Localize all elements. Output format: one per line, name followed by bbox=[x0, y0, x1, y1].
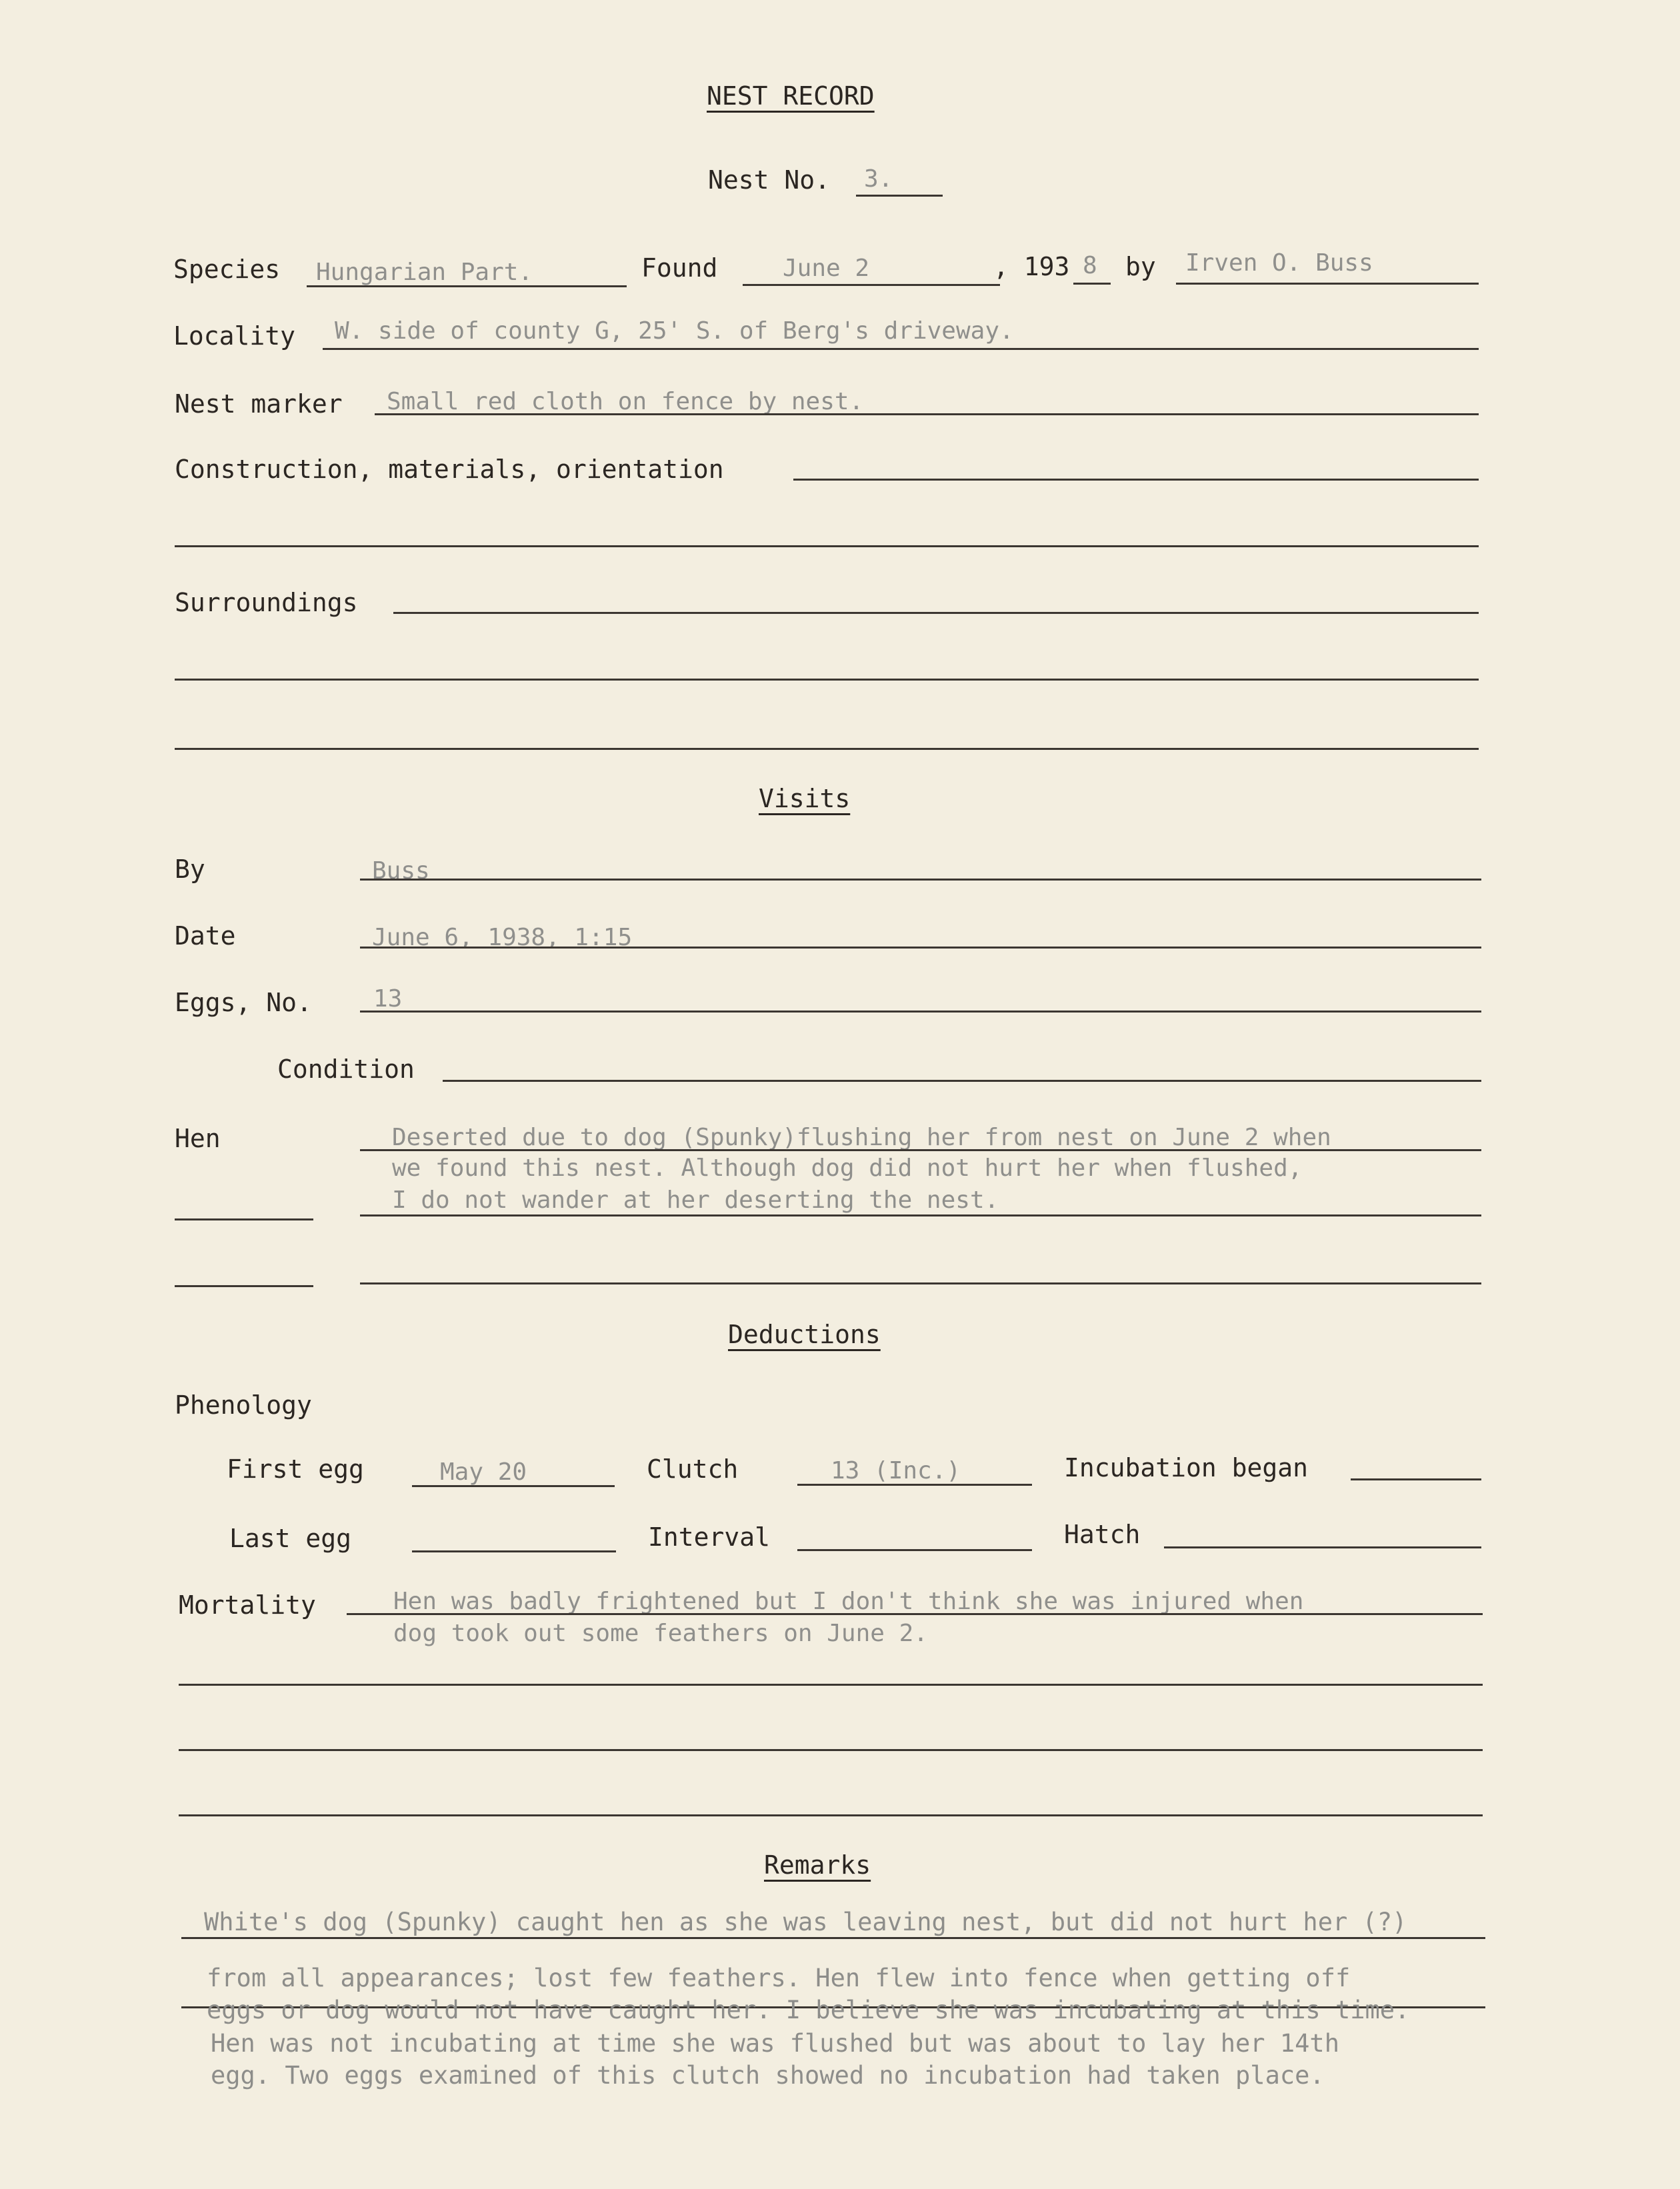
nest-no-line bbox=[856, 195, 943, 197]
first-egg-label: First egg bbox=[227, 1454, 364, 1484]
clutch-value: 13 (Inc.) bbox=[831, 1457, 961, 1484]
mortality-line-2: dog took out some feathers on June 2. bbox=[393, 1620, 928, 1647]
first-egg-value: May 20 bbox=[440, 1458, 527, 1486]
construction-line-1 bbox=[793, 479, 1479, 481]
remarks-rule-1 bbox=[181, 1937, 1485, 1939]
condition-label: Condition bbox=[277, 1055, 415, 1084]
hen-rule-3 bbox=[360, 1282, 1481, 1284]
remarks-line-2: from all appearances; lost few feathers. Hen flew into fence when getting off bbox=[207, 1964, 1351, 1992]
hen-line-3: I do not wander at her deserting the nest. bbox=[392, 1186, 999, 1214]
found-label: Found bbox=[641, 253, 718, 283]
visit-eggs-line bbox=[360, 1011, 1481, 1013]
phenology-label: Phenology bbox=[175, 1390, 312, 1420]
found-line bbox=[743, 284, 1000, 286]
visit-by-value: Buss bbox=[372, 857, 430, 885]
hen-short-rule-2 bbox=[175, 1285, 313, 1287]
visit-by-line bbox=[360, 879, 1481, 881]
species-line bbox=[307, 285, 627, 287]
found-value: June 2 bbox=[783, 255, 870, 282]
visit-eggs-value: 13 bbox=[373, 985, 403, 1013]
nest-marker-label: Nest marker bbox=[175, 389, 343, 419]
species-label: Species bbox=[173, 255, 281, 284]
mortality-rule-4 bbox=[179, 1814, 1483, 1816]
locality-value: W. side of county G, 25' S. of Berg's driveway. bbox=[335, 317, 1014, 345]
page-title: NEST RECORD bbox=[707, 81, 875, 111]
last-egg-line bbox=[412, 1550, 616, 1552]
found-year-line bbox=[1073, 283, 1111, 285]
mortality-rule-1 bbox=[347, 1613, 1483, 1615]
surroundings-line-2 bbox=[175, 679, 1479, 681]
hen-short-rule-1 bbox=[175, 1218, 313, 1220]
remarks-line-4: Hen was not incubating at time she was flushed but was about to lay her 14th bbox=[211, 2029, 1339, 2058]
deductions-heading: Deductions bbox=[728, 1320, 881, 1349]
surroundings-label: Surroundings bbox=[175, 588, 358, 617]
hatch-line bbox=[1164, 1546, 1481, 1548]
visits-heading: Visits bbox=[759, 784, 851, 813]
nest-marker-value: Small red cloth on fence by nest. bbox=[387, 388, 864, 415]
mortality-rule-2 bbox=[179, 1684, 1483, 1686]
remarks-heading: Remarks bbox=[764, 1850, 871, 1880]
mortality-label: Mortality bbox=[179, 1590, 316, 1620]
last-egg-label: Last egg bbox=[229, 1524, 352, 1553]
found-by-line bbox=[1176, 283, 1479, 285]
found-by-value: Irven O. Buss bbox=[1185, 249, 1373, 277]
hen-line-2: we found this nest. Although dog did not hurt her when flushed, bbox=[392, 1154, 1303, 1182]
hatch-label: Hatch bbox=[1064, 1520, 1141, 1549]
first-egg-line bbox=[412, 1485, 615, 1487]
locality-label: Locality bbox=[173, 321, 296, 351]
incubation-began-line bbox=[1351, 1478, 1481, 1480]
hen-label: Hen bbox=[175, 1124, 221, 1153]
construction-line-2 bbox=[175, 545, 1479, 547]
surroundings-line-3 bbox=[175, 748, 1479, 750]
remarks-line-1: White's dog (Spunky) caught hen as she was leaving nest, but did not hurt her (?) bbox=[204, 1908, 1407, 1936]
visit-date-value: June 6, 1938, 1:15 bbox=[372, 924, 633, 951]
interval-line bbox=[797, 1549, 1032, 1551]
visit-by-label: By bbox=[175, 855, 205, 884]
nest-no-label: Nest No. bbox=[708, 165, 831, 195]
remarks-line-3: eggs or dog would not have caught her. I believe she was incubating at this time. bbox=[207, 1996, 1410, 2024]
found-year-prefix: , 193 bbox=[993, 252, 1070, 281]
clutch-line bbox=[797, 1484, 1032, 1486]
mortality-rule-3 bbox=[179, 1749, 1483, 1751]
nest-no-value: 3. bbox=[864, 165, 893, 193]
construction-label: Construction, materials, orientation bbox=[175, 455, 724, 484]
species-value: Hungarian Part. bbox=[316, 259, 533, 286]
hen-rule-1 bbox=[360, 1149, 1481, 1151]
remarks-line-5: egg. Two eggs examined of this clutch showed no incubation had taken place. bbox=[211, 2061, 1325, 2090]
hen-line-1: Deserted due to dog (Spunky)flushing her from nest on June 2 when bbox=[392, 1124, 1331, 1151]
hen-rule-2 bbox=[360, 1214, 1481, 1216]
incubation-began-label: Incubation began bbox=[1064, 1453, 1309, 1482]
locality-line bbox=[323, 348, 1479, 350]
condition-line bbox=[443, 1080, 1481, 1082]
surroundings-line-1 bbox=[393, 612, 1479, 614]
interval-label: Interval bbox=[648, 1522, 771, 1552]
nest-marker-line bbox=[375, 413, 1479, 415]
found-by-label: by bbox=[1125, 252, 1156, 281]
visit-date-label: Date bbox=[175, 921, 236, 951]
found-year-digit: 8 bbox=[1083, 252, 1097, 279]
visit-eggs-label: Eggs, No. bbox=[175, 988, 312, 1017]
visit-date-line bbox=[360, 947, 1481, 949]
clutch-label: Clutch bbox=[647, 1454, 739, 1484]
mortality-line-1: Hen was badly frightened but I don't think she was injured when bbox=[393, 1588, 1304, 1615]
